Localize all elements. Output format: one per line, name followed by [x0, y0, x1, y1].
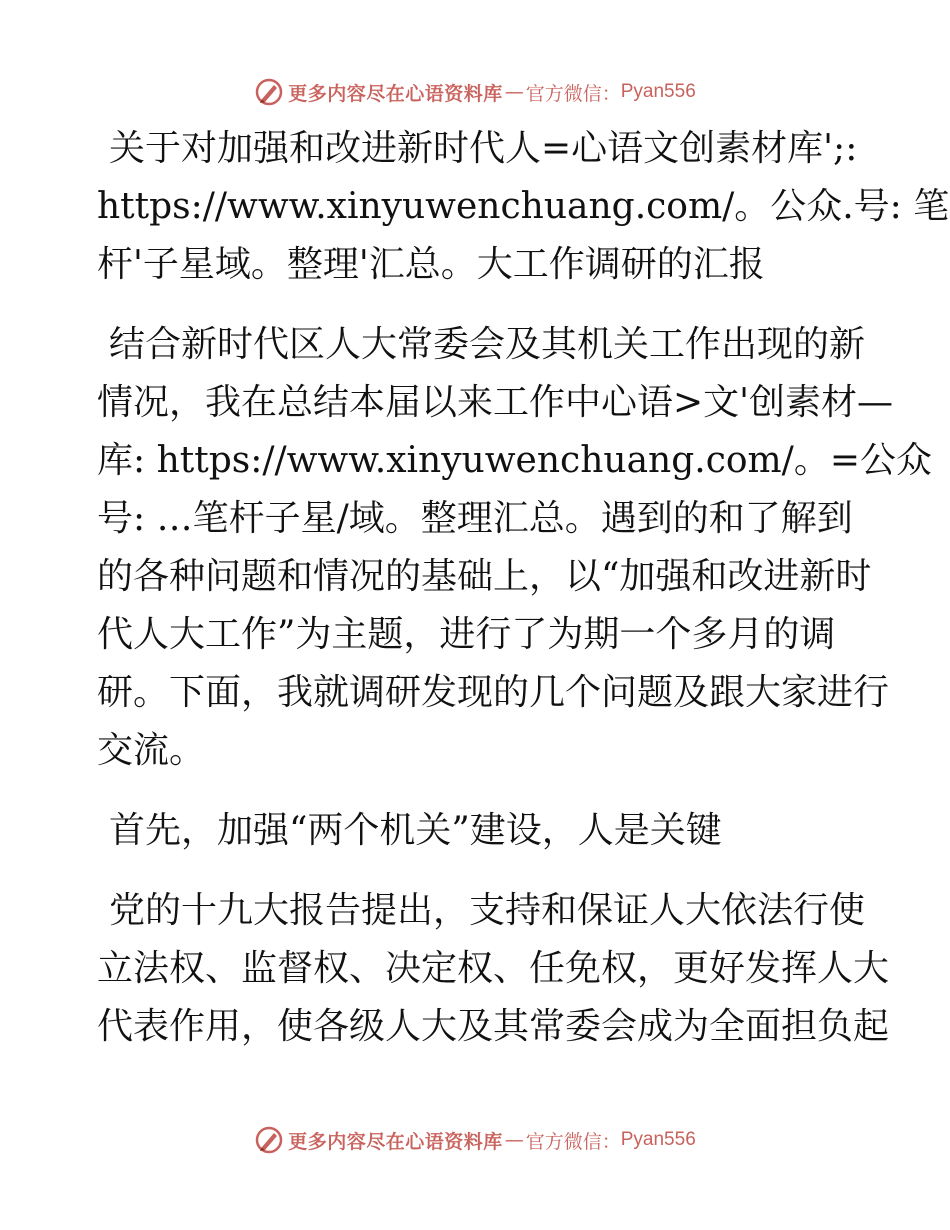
text-line: 的各种问题和情况的基础上，以“加强和改进新时	[97, 556, 872, 597]
text-line: 交流。	[97, 730, 206, 771]
text-line: 代表作用，使各级人大及其常委会成为全面担负起	[97, 1006, 890, 1047]
banner-wechat-label: 官方微信：	[525, 82, 621, 105]
text-line: 结合新时代区人大常委会及其机关工作出现的新	[109, 324, 866, 365]
header-banner	[0, 72, 950, 112]
pen-logo-icon	[254, 77, 284, 107]
banner-separator: —	[504, 81, 524, 103]
text-line: 研。下面，我就调研发现的几个问题及跟大家进行	[97, 672, 890, 713]
banner-wechat-id: Pyan556	[620, 1129, 696, 1150]
banner-text: 更多内容尽在心语资料库	[288, 82, 503, 105]
paragraph-intro	[97, 316, 932, 780]
paragraph-heading	[97, 802, 857, 860]
text-line: 代人大工作”为主题，进行了为期一个多月的调	[97, 614, 836, 655]
banner-separator: —	[504, 1129, 524, 1151]
paragraph-body	[97, 882, 890, 1056]
text-line: 首先，加强“两个机关”建设，人是关键	[109, 810, 722, 851]
text-line: 杆'子星域。整理'汇总。大工作调研的汇报	[97, 244, 765, 285]
text-line: 党的十九大报告提出，支持和保证人大依法行使	[109, 890, 866, 931]
banner-text: 更多内容尽在心语资料库	[288, 1130, 503, 1153]
text-line: 情况，我在总结本届以来工作中心语>文'创素材—	[97, 382, 894, 423]
text-line: 号: …笔杆子星/域。整理汇总。遇到的和了解到	[97, 498, 853, 539]
banner-wechat-label: 官方微信：	[525, 1130, 621, 1153]
text-line: 立法权、监督权、决定权、任免权，更好发挥人大	[97, 948, 890, 989]
document-body	[97, 120, 950, 1078]
text-line: 库: https://www.xinyuwenchuang.com/。=公众	[97, 440, 932, 481]
pen-logo-icon	[254, 1125, 284, 1155]
banner-wechat-id: Pyan556	[620, 81, 696, 102]
footer-banner	[0, 1120, 950, 1160]
text-line: 关于对加强和改进新时代人=心语文创素材库';:	[109, 128, 858, 169]
paragraph-title	[97, 120, 950, 294]
text-line: https://www.xinyuwenchuang.com/。公众.号: 笔	[97, 186, 950, 227]
